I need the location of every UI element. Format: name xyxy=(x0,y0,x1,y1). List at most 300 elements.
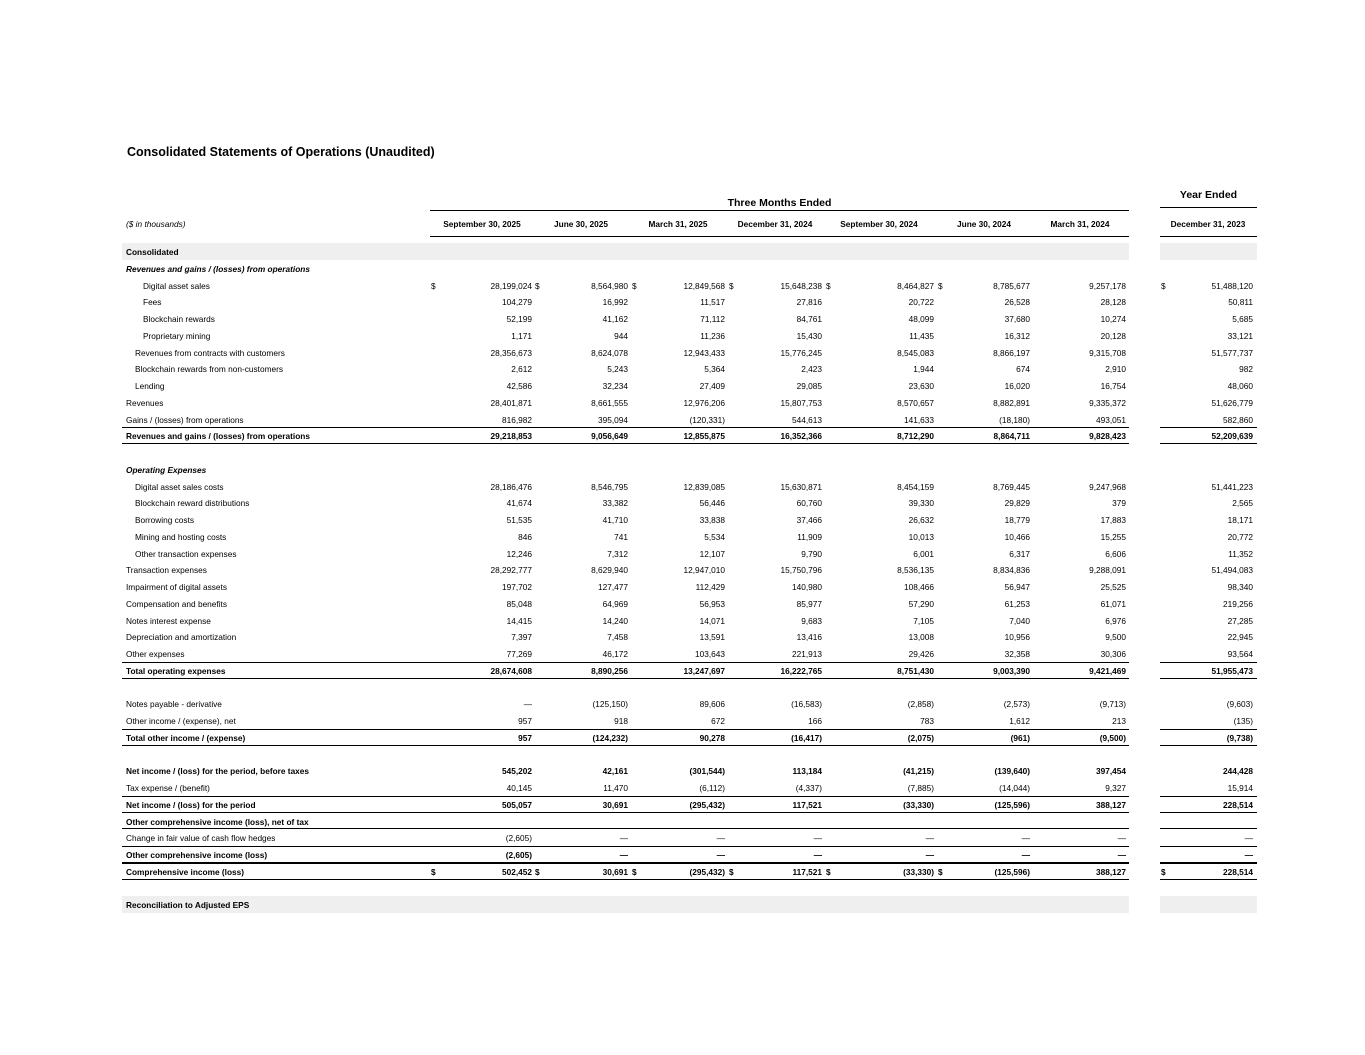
value-cell: 51,488,120 xyxy=(1211,280,1253,291)
value-cell: — xyxy=(716,850,725,860)
table-row xyxy=(0,762,1365,779)
value-cell: 127,477 xyxy=(598,582,628,592)
value-cell: 112,429 xyxy=(695,582,725,592)
value-cell: 51,626,779 xyxy=(1211,397,1253,408)
row-label: Proprietary mining xyxy=(143,330,211,341)
value-cell: 505,057 xyxy=(502,799,532,810)
column-header: March 31, 2025 xyxy=(648,219,708,229)
value-cell: (41,215) xyxy=(903,766,934,777)
value-cell: 48,099 xyxy=(908,314,934,324)
value-cell: 13,247,697 xyxy=(683,665,725,676)
value-cell: 60,760 xyxy=(796,498,822,509)
table-row xyxy=(0,545,1365,562)
value-cell: 2,612 xyxy=(511,364,532,375)
value-cell: 33,121 xyxy=(1227,330,1253,341)
value-cell: 28,292,777 xyxy=(490,565,532,576)
value-cell: 544,613 xyxy=(792,414,822,425)
value-cell: 502,452 xyxy=(502,866,532,877)
value-cell: 15,430 xyxy=(796,330,822,341)
table-row xyxy=(0,561,1365,578)
row-label: Impairment of digital assets xyxy=(126,582,227,592)
value-cell: 228,514 xyxy=(1223,799,1253,810)
value-cell: 98,340 xyxy=(1227,582,1253,592)
row-shading xyxy=(1160,896,1257,913)
value-cell: 221,913 xyxy=(792,649,822,659)
row-label: Revenues and gains / (losses) from operations xyxy=(126,263,310,274)
value-cell: 8,546,795 xyxy=(591,481,628,492)
value-cell: 37,680 xyxy=(1004,314,1030,324)
value-cell: 783 xyxy=(920,716,934,726)
subtotal-rule xyxy=(122,662,1129,663)
value-cell: 56,953 xyxy=(699,598,725,609)
value-cell: 8,785,677 xyxy=(993,280,1030,291)
table-row xyxy=(0,829,1365,846)
table-row xyxy=(0,695,1365,712)
row-label: Blockchain rewards from non-customers xyxy=(135,364,284,375)
value-cell: 9,247,968 xyxy=(1089,481,1126,492)
value-cell: 61,071 xyxy=(1100,598,1126,609)
value-cell: (33,330) xyxy=(903,799,934,810)
value-cell: 5,534 xyxy=(704,531,725,542)
value-cell: (9,500) xyxy=(1099,732,1126,743)
row-label: Blockchain rewards xyxy=(143,314,215,324)
value-cell: 5,364 xyxy=(704,364,725,375)
value-cell: 10,956 xyxy=(1004,632,1030,643)
value-cell: 40,145 xyxy=(506,783,532,793)
value-cell: 27,409 xyxy=(699,381,725,391)
value-cell: — xyxy=(925,833,934,844)
value-cell: 117,521 xyxy=(792,866,822,877)
value-cell: 9,500 xyxy=(1105,632,1126,643)
row-label: Consolidated xyxy=(126,247,179,257)
value-cell: 29,085 xyxy=(796,381,822,391)
year-ended-header: Year Ended xyxy=(1160,189,1257,208)
currency-symbol: $ xyxy=(826,280,831,291)
value-cell: 104,279 xyxy=(502,297,532,308)
value-cell: — xyxy=(1244,850,1253,860)
value-cell: 17,883 xyxy=(1100,515,1126,525)
value-cell: 15,750,796 xyxy=(780,565,822,576)
row-label: Blockchain reward distributions xyxy=(135,498,250,509)
value-cell: (301,544) xyxy=(689,766,725,777)
row-label: Depreciation and amortization xyxy=(126,632,237,643)
value-cell: 8,629,940 xyxy=(591,565,628,576)
value-cell: 28,674,608 xyxy=(490,665,532,676)
value-cell: 56,446 xyxy=(699,498,725,509)
value-cell: (16,417) xyxy=(791,732,822,743)
currency-symbol: $ xyxy=(632,866,637,877)
value-cell: 7,040 xyxy=(1009,615,1030,626)
value-cell: 42,161 xyxy=(602,766,628,777)
value-cell: 15,648,238 xyxy=(780,280,822,291)
row-label: Total operating expenses xyxy=(126,665,226,676)
value-cell: — xyxy=(1244,833,1253,844)
value-cell: 7,458 xyxy=(607,632,628,643)
table-row xyxy=(0,293,1365,310)
value-cell: 28,128 xyxy=(1100,297,1126,308)
value-cell: 8,570,657 xyxy=(897,397,934,408)
table-row xyxy=(0,243,1365,260)
currency-symbol: $ xyxy=(535,866,540,877)
currency-symbol: $ xyxy=(729,280,734,291)
value-cell: 12,943,433 xyxy=(683,347,725,358)
value-cell: (4,337) xyxy=(795,783,822,793)
value-cell: (125,596) xyxy=(994,799,1030,810)
value-cell: 117,521 xyxy=(792,799,822,810)
table-row xyxy=(0,813,1365,830)
value-cell: (2,573) xyxy=(1003,699,1030,710)
row-label: Reconciliation to Adjusted EPS xyxy=(126,900,250,911)
value-cell: 51,441,223 xyxy=(1211,481,1253,492)
value-cell: (6,112) xyxy=(699,783,725,793)
value-cell: (18,180) xyxy=(999,414,1030,425)
value-cell: 388,127 xyxy=(1096,866,1126,877)
value-cell: 93,564 xyxy=(1227,649,1253,659)
value-cell: 11,236 xyxy=(700,330,725,341)
value-cell: 10,013 xyxy=(908,531,934,542)
currency-symbol: $ xyxy=(431,280,436,291)
table-row xyxy=(0,528,1365,545)
value-cell: 14,240 xyxy=(602,615,628,626)
value-cell: 13,416 xyxy=(796,632,822,643)
value-cell: 27,285 xyxy=(1227,615,1253,626)
value-cell: 8,464,827 xyxy=(897,280,934,291)
value-cell: 379 xyxy=(1112,498,1126,509)
table-row xyxy=(0,360,1365,377)
header-rule xyxy=(1160,236,1257,237)
value-cell: 25,525 xyxy=(1100,582,1126,592)
value-cell: 9,683 xyxy=(801,615,822,626)
value-cell: (2,858) xyxy=(907,699,934,710)
table-row xyxy=(0,444,1365,461)
value-cell: — xyxy=(1021,833,1030,844)
value-cell: 28,356,673 xyxy=(490,347,532,358)
value-cell: 213 xyxy=(1112,716,1126,726)
value-cell: — xyxy=(813,833,822,844)
value-cell: 20,128 xyxy=(1100,330,1126,341)
units-label: ($ in thousands) xyxy=(126,219,186,229)
table-row xyxy=(0,310,1365,327)
value-cell: 16,992 xyxy=(602,297,628,308)
value-cell: 15,776,245 xyxy=(780,347,822,358)
value-cell: 42,586 xyxy=(506,381,532,391)
value-cell: 28,186,476 xyxy=(490,481,532,492)
row-label: Notes payable - derivative xyxy=(126,699,222,710)
value-cell: 2,565 xyxy=(1232,498,1253,509)
value-cell: 140,980 xyxy=(792,582,822,592)
value-cell: 8,661,555 xyxy=(591,397,628,408)
table-row xyxy=(0,645,1365,662)
value-cell: 51,577,737 xyxy=(1211,347,1253,358)
value-cell: 388,127 xyxy=(1096,799,1126,810)
table-row xyxy=(0,461,1365,478)
value-cell: (9,713) xyxy=(1099,699,1126,710)
value-cell: 8,882,891 xyxy=(993,397,1030,408)
value-cell: 1,944 xyxy=(913,364,934,375)
value-cell: (295,432) xyxy=(689,866,725,877)
value-cell: 9,790 xyxy=(801,548,822,559)
value-cell: 816,982 xyxy=(502,414,532,425)
currency-symbol: $ xyxy=(938,866,943,877)
value-cell: 113,184 xyxy=(792,766,822,777)
value-cell: 29,218,853 xyxy=(490,431,532,442)
row-label: Other expenses xyxy=(126,649,185,659)
subtotal-rule xyxy=(1160,846,1257,847)
value-cell: (16,583) xyxy=(791,699,822,710)
table-row xyxy=(0,478,1365,495)
value-cell: 20,722 xyxy=(908,297,934,308)
value-cell: 2,423 xyxy=(801,364,822,375)
value-cell: 8,564,980 xyxy=(591,280,628,291)
currency-symbol: $ xyxy=(938,280,943,291)
value-cell: 6,976 xyxy=(1105,615,1126,626)
value-cell: 85,048 xyxy=(506,598,532,609)
value-cell: 2,910 xyxy=(1105,364,1126,375)
column-header: June 30, 2025 xyxy=(554,219,608,229)
subtotal-rule xyxy=(122,427,1129,428)
value-cell: 9,828,423 xyxy=(1089,431,1126,442)
column-header: September 30, 2025 xyxy=(443,219,521,229)
value-cell: 41,710 xyxy=(602,515,628,525)
row-label: Gains / (losses) from operations xyxy=(126,414,244,425)
value-cell: (135) xyxy=(1233,716,1253,726)
value-cell: 197,702 xyxy=(502,582,532,592)
value-cell: 16,222,765 xyxy=(780,665,822,676)
value-cell: 944 xyxy=(614,330,628,341)
value-cell: 846 xyxy=(518,531,532,542)
value-cell: 395,094 xyxy=(598,414,628,425)
value-cell: 29,426 xyxy=(908,649,934,659)
value-cell: 12,839,085 xyxy=(683,481,725,492)
value-cell: 6,001 xyxy=(913,548,934,559)
value-cell: 10,274 xyxy=(1100,314,1126,324)
subtotal-rule xyxy=(122,863,1129,864)
value-cell: 12,107 xyxy=(699,548,725,559)
header-rule xyxy=(430,236,1129,237)
value-cell: 228,514 xyxy=(1223,866,1253,877)
row-label: Change in fair value of cash flow hedges xyxy=(126,833,276,844)
row-label: Digital asset sales costs xyxy=(135,481,224,492)
row-label: Other transaction expenses xyxy=(135,548,237,559)
value-cell: 33,382 xyxy=(602,498,628,509)
table-row xyxy=(0,327,1365,344)
value-cell: 493,051 xyxy=(1096,414,1126,425)
value-cell: 8,834,836 xyxy=(993,565,1030,576)
value-cell: 37,466 xyxy=(796,515,822,525)
table-row xyxy=(0,277,1365,294)
value-cell: 10,466 xyxy=(1004,531,1030,542)
value-cell: 8,866,197 xyxy=(993,347,1030,358)
value-cell: 77,269 xyxy=(506,649,532,659)
row-label: Total other income / (expense) xyxy=(126,732,246,743)
value-cell: 103,643 xyxy=(695,649,725,659)
value-cell: 8,864,711 xyxy=(993,431,1030,442)
column-header: June 30, 2024 xyxy=(957,219,1011,229)
table-row xyxy=(0,679,1365,696)
value-cell: 28,199,024 xyxy=(490,280,532,291)
value-cell: (9,738) xyxy=(1226,732,1253,743)
value-cell: 51,494,083 xyxy=(1211,565,1253,576)
value-cell: 89,606 xyxy=(699,699,725,710)
value-cell: 30,691 xyxy=(602,866,628,877)
value-cell: — xyxy=(1117,833,1126,844)
value-cell: 9,003,390 xyxy=(993,665,1030,676)
value-cell: (125,596) xyxy=(994,866,1030,877)
value-cell: 9,288,091 xyxy=(1089,565,1126,576)
value-cell: 8,890,256 xyxy=(591,665,628,676)
currency-symbol: $ xyxy=(1161,866,1166,877)
currency-symbol: $ xyxy=(632,280,637,291)
value-cell: 16,312 xyxy=(1004,330,1030,341)
subtotal-rule xyxy=(1160,662,1257,663)
value-cell: 46,172 xyxy=(602,649,628,659)
value-cell: 918 xyxy=(614,716,628,726)
column-header: December 31, 2023 xyxy=(1170,219,1246,229)
subtotal-rule xyxy=(1160,729,1257,730)
currency-symbol: $ xyxy=(1161,280,1166,291)
value-cell: 397,454 xyxy=(1096,766,1126,777)
value-cell: — xyxy=(523,699,532,710)
currency-symbol: $ xyxy=(826,866,831,877)
value-cell: 957 xyxy=(518,732,532,743)
value-cell: — xyxy=(925,850,934,860)
value-cell: (961) xyxy=(1010,732,1030,743)
value-cell: (14,044) xyxy=(999,783,1030,793)
value-cell: 14,415 xyxy=(506,615,532,626)
table-row xyxy=(0,260,1365,277)
value-cell: 30,691 xyxy=(602,799,628,810)
value-cell: 71,112 xyxy=(700,314,725,324)
value-cell: 41,674 xyxy=(506,498,532,509)
value-cell: 1,612 xyxy=(1009,716,1030,726)
value-cell: (33,330) xyxy=(903,866,934,877)
currency-symbol: $ xyxy=(535,280,540,291)
value-cell: (2,605) xyxy=(505,850,532,860)
value-cell: 12,849,568 xyxy=(683,280,725,291)
value-cell: 982 xyxy=(1239,364,1253,375)
currency-symbol: $ xyxy=(729,866,734,877)
subtotal-rule xyxy=(1160,796,1257,797)
column-header: December 31, 2024 xyxy=(737,219,813,229)
value-cell: 51,535 xyxy=(506,515,532,525)
value-cell: 18,779 xyxy=(1004,515,1030,525)
value-cell: 11,517 xyxy=(700,297,725,308)
table-row xyxy=(0,595,1365,612)
row-label: Net income / (loss) for the period, before taxes xyxy=(126,766,310,777)
value-cell: 8,751,430 xyxy=(897,665,934,676)
value-cell: 9,315,708 xyxy=(1089,347,1126,358)
value-cell: 9,421,469 xyxy=(1089,665,1126,676)
value-cell: 39,330 xyxy=(908,498,934,509)
value-cell: 5,243 xyxy=(607,364,628,375)
value-cell: 9,056,649 xyxy=(591,431,628,442)
value-cell: 23,630 xyxy=(908,381,934,391)
table-row xyxy=(0,896,1365,913)
value-cell: 7,105 xyxy=(913,615,934,626)
value-cell: 41,162 xyxy=(602,314,628,324)
value-cell: (295,432) xyxy=(689,799,725,810)
value-cell: 8,536,135 xyxy=(897,565,934,576)
value-cell: 27,816 xyxy=(796,297,822,308)
value-cell: 108,466 xyxy=(904,582,934,592)
row-label: Lending xyxy=(135,381,165,391)
row-label: Notes interest expense xyxy=(126,615,211,626)
table-row xyxy=(0,846,1365,863)
value-cell: 957 xyxy=(518,716,532,726)
value-cell: 8,712,290 xyxy=(897,431,934,442)
value-cell: 29,829 xyxy=(1004,498,1030,509)
value-cell: 219,256 xyxy=(1223,598,1253,609)
value-cell: 141,633 xyxy=(904,414,934,425)
value-cell: 18,171 xyxy=(1227,515,1253,525)
value-cell: 13,591 xyxy=(699,632,725,643)
row-label: Revenues xyxy=(126,397,164,408)
value-cell: 13,008 xyxy=(908,632,934,643)
value-cell: (9,603) xyxy=(1226,699,1253,710)
value-cell: 166 xyxy=(808,716,822,726)
value-cell: 26,632 xyxy=(908,515,934,525)
value-cell: 57,290 xyxy=(908,598,934,609)
table-row xyxy=(0,796,1365,813)
value-cell: 12,855,875 xyxy=(683,431,725,442)
value-cell: 12,947,010 xyxy=(683,565,725,576)
value-cell: (125,150) xyxy=(592,699,628,710)
value-cell: 50,811 xyxy=(1228,297,1253,308)
row-label: Other comprehensive income (loss), net of tax xyxy=(126,816,309,827)
row-label: Revenues and gains / (losses) from operations xyxy=(126,431,310,442)
value-cell: 15,807,753 xyxy=(780,397,822,408)
value-cell: 8,545,083 xyxy=(897,347,934,358)
value-cell: (124,232) xyxy=(592,732,628,743)
row-label: Digital asset sales xyxy=(143,280,210,291)
value-cell: 8,454,159 xyxy=(897,481,934,492)
page-title: Consolidated Statements of Operations (Unaudited) xyxy=(127,145,435,159)
value-cell: 61,253 xyxy=(1004,598,1030,609)
value-cell: (2,075) xyxy=(907,732,934,743)
value-cell: 90,278 xyxy=(699,732,725,743)
value-cell: 11,470 xyxy=(603,783,628,793)
table-row xyxy=(0,511,1365,528)
table-row xyxy=(0,394,1365,411)
column-header: March 31, 2024 xyxy=(1050,219,1110,229)
row-label: Revenues from contracts with customers xyxy=(135,347,285,358)
value-cell: 545,202 xyxy=(502,766,532,777)
value-cell: 52,209,639 xyxy=(1211,431,1253,442)
value-cell: — xyxy=(619,850,628,860)
table-row xyxy=(0,612,1365,629)
column-header: September 30, 2024 xyxy=(840,219,918,229)
value-cell: 11,352 xyxy=(1228,548,1253,559)
table-row xyxy=(0,578,1365,595)
table-row xyxy=(0,427,1365,444)
row-label: Borrowing costs xyxy=(135,515,195,525)
value-cell: (120,331) xyxy=(689,414,725,425)
value-cell: — xyxy=(716,833,725,844)
value-cell: 33,838 xyxy=(699,515,725,525)
value-cell: (7,885) xyxy=(907,783,934,793)
table-row xyxy=(0,377,1365,394)
subtotal-rule xyxy=(122,796,1129,797)
value-cell: — xyxy=(813,850,822,860)
value-cell: 6,317 xyxy=(1009,548,1030,559)
row-label: Compensation and benefits xyxy=(126,598,228,609)
value-cell: 56,947 xyxy=(1004,582,1030,592)
value-cell: 8,624,078 xyxy=(591,347,628,358)
value-cell: 51,955,473 xyxy=(1211,665,1253,676)
row-label: Mining and hosting costs xyxy=(135,531,227,542)
value-cell: 15,914 xyxy=(1227,783,1253,793)
value-cell: — xyxy=(1021,850,1030,860)
